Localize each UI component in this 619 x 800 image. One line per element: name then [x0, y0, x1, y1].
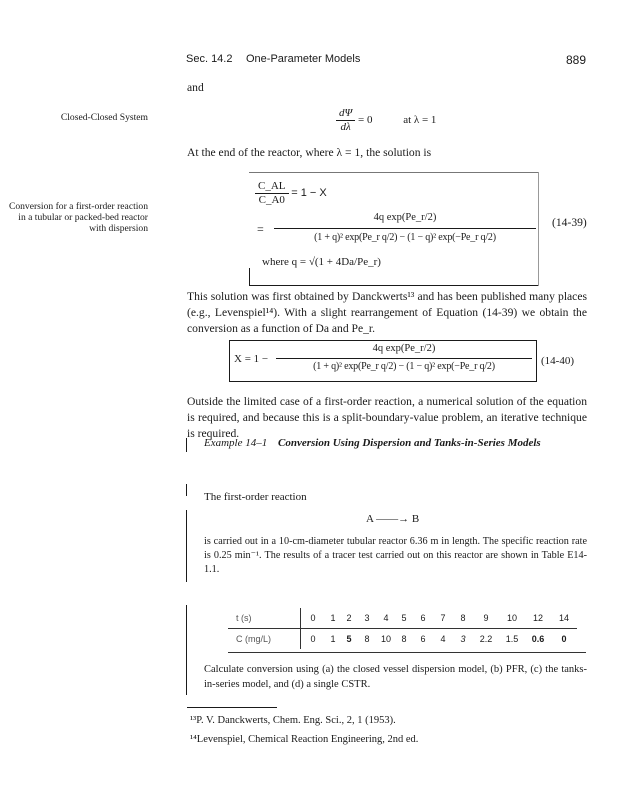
end-of-reactor-text: At the end of the reactor, where λ = 1, the solution is: [187, 146, 432, 159]
example-title: Conversion Using Dispersion and Tanks-in-Series Models: [277, 437, 541, 449]
table-cell: 8: [364, 634, 370, 644]
para-numerical: Outside the limited case of a first-order reaction, a numerical solution of the equation is required, and because this is a split-boundary-value problem, an iterative technique is required.: [187, 395, 587, 440]
table-row-time: [228, 608, 577, 629]
table-cell: 14: [551, 608, 577, 629]
eq1-lhs-rhs: = 1 − X: [291, 187, 327, 200]
eq1-box-top: [249, 172, 539, 173]
eq1-lhs: [255, 180, 327, 207]
para-danckwerts: This solution was first obtained by Danckwerts¹³ and has been published many places (e.g., Levenspiel¹⁴). With a slight rearrangement of Equation (14-39) we obtain the conversion as a function of Da and Pe_r.: [187, 290, 587, 335]
footnote-14: ¹⁴Levenspiel, Chemical Reaction Engineering, 2nd ed.: [190, 734, 419, 745]
table-cell: 8: [453, 608, 473, 629]
and-word: and: [187, 81, 204, 94]
table-cell: 10: [499, 608, 525, 629]
table-cell: 0: [561, 634, 567, 644]
eq1-lhs-numerator: C_AL: [255, 180, 289, 194]
eq1-equals: =: [257, 222, 264, 236]
table-cell: 8: [401, 634, 407, 644]
eq2-numerator: 4q exp(Pe_r/2): [372, 343, 436, 354]
reaction-equation: A ——→ B: [366, 513, 420, 525]
table-row-concentration: [228, 629, 577, 650]
table-cell: 2: [341, 608, 357, 629]
table-cell: 2.2: [479, 634, 493, 644]
table-row-label: t (s): [228, 608, 301, 629]
eq1-box-right: [538, 172, 539, 286]
eq2-fraction-bar: [276, 358, 532, 359]
table-cell: 5: [346, 634, 352, 644]
example-label: Example 14–1: [204, 437, 268, 449]
eq1-numerator: 4q exp(Pe_r/2): [373, 212, 437, 223]
margin-note-conversion: Conversion for a first-order reaction in a tubular or packed-bed reactor with dispersion: [8, 201, 148, 234]
table-cell: 3: [460, 634, 466, 644]
footnote-rule: [187, 707, 277, 708]
eq1-box-bottom: [249, 285, 539, 286]
eq2-denominator: (1 + q)² exp(Pe_r q/2) − (1 − q)² exp(−Pe_r q/2): [313, 361, 495, 372]
bc-numerator: dΨ: [336, 107, 355, 121]
example-task: Calculate conversion using (a) the closed vessel dispersion model, (b) PFR, (c) the tanks-in-series model, and (d) a single CSTR.: [204, 664, 587, 690]
eq2-lhs: X = 1 −: [234, 353, 269, 365]
margin-note-closed-closed: Closed-Closed System: [60, 112, 148, 123]
table-cell: 5: [395, 608, 413, 629]
footnote-13: ¹³P. V. Danckwerts, Chem. Eng. Sci., 2, 1 (1953).: [190, 715, 396, 726]
table-cell: 1: [330, 634, 336, 644]
eq2-number: (14-40): [541, 355, 574, 367]
example-bar-2: [186, 484, 187, 496]
bc-rhs: = 0: [357, 114, 373, 127]
table-cell: 0: [301, 608, 326, 629]
tracer-table: [228, 608, 577, 649]
eq1-lhs-denominator: C_A0: [258, 194, 285, 206]
page-number: 889: [566, 53, 587, 67]
table-cell: 12: [525, 608, 551, 629]
example-heading: [204, 437, 541, 449]
table-cell: 1: [325, 608, 341, 629]
eq1-number: (14-39): [552, 216, 587, 229]
table-cell: 1.5: [505, 634, 519, 644]
table-cell: 7: [433, 608, 453, 629]
table-cell: 3: [357, 608, 377, 629]
example-description: is carried out in a 10-cm-diameter tubular reactor 6.36 m in length. The specific reaction rate is 0.25 min⁻¹. The results of a tracer test carried out on this reactor are shown in Table E14-1.1.: [204, 536, 587, 575]
running-title: One-Parameter Models: [246, 53, 361, 65]
table-cell: 4: [440, 634, 446, 644]
table-cell: 4: [377, 608, 395, 629]
eq1-box-left: [249, 268, 250, 286]
table-row-label: C (mg/L): [228, 629, 301, 650]
section-number: Sec. 14.2: [186, 53, 233, 65]
example-intro: The first-order reaction: [204, 491, 307, 503]
example-bar-3: [186, 510, 187, 582]
boundary-condition: [336, 107, 436, 134]
table-cell: 6: [413, 608, 433, 629]
bc-denominator: dλ: [340, 121, 351, 133]
example-bar-1: [186, 438, 187, 452]
table-cell: 0: [310, 634, 316, 644]
eq1-denominator: (1 + q)² exp(Pe_r q/2) − (1 − q)² exp(−Pe_r q/2): [314, 232, 496, 243]
table-cell: 6: [420, 634, 426, 644]
eq1-fraction-bar: [274, 228, 536, 229]
table-cell: 10: [380, 634, 391, 644]
table-cell: 0.6: [531, 634, 545, 644]
bc-condition: at λ = 1: [403, 114, 437, 127]
example-bar-4: [186, 605, 187, 695]
eq1-where: where q = √(1 + 4Da/Pe_r): [262, 256, 381, 268]
table-bottom-rule: [228, 652, 586, 653]
table-cell: 9: [473, 608, 499, 629]
